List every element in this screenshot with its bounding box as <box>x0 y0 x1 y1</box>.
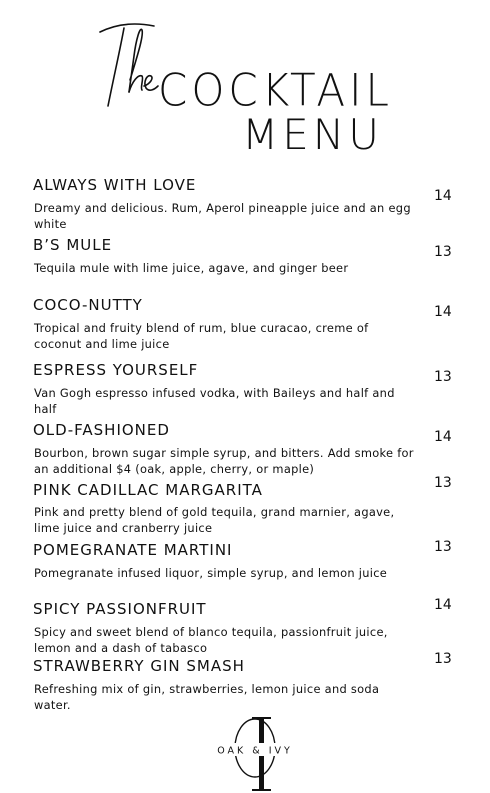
menu-item-name: STRAWBERRY GIN SMASH <box>33 657 245 675</box>
menu-item-price: 13 <box>434 651 452 667</box>
logo-text: OAK & IVY <box>217 745 293 757</box>
menu-item-name: ESPRESS YOURSELF <box>33 361 199 379</box>
oak-ivy-logo <box>200 715 310 793</box>
menu-item-name: B’S MULE <box>33 236 113 254</box>
menu-item-price: 14 <box>434 188 452 204</box>
menu-item-name: OLD-FASHIONED <box>33 421 170 439</box>
menu-item-description: Van Gogh espresso infused vodka, with Baileys and half and half <box>34 386 395 416</box>
menu-item-description: Tequila mule with lime juice, agave, and ginger beer <box>34 261 349 275</box>
menu-item-description: Pomegranate infused liquor, simple syrup, and lemon juice <box>34 566 388 580</box>
menu-item-name: SPICY PASSIONFRUIT <box>33 600 207 618</box>
menu-item-price: 13 <box>434 244 452 260</box>
menu-item-name: PINK CADILLAC MARGARITA <box>33 481 263 499</box>
logo-i-serif-bottom <box>252 789 271 791</box>
menu-item-name: COCO-NUTTY <box>33 296 143 314</box>
menu-item-price: 14 <box>434 597 452 613</box>
menu-item-description: Tropical and fruity blend of rum, blue curacao, creme of coconut and lime juice <box>34 321 369 351</box>
menu-item-name: POMEGRANATE MARTINI <box>33 541 233 559</box>
menu-item-description: Dreamy and delicious. Rum, Aperol pineapple juice and an egg white <box>34 201 411 231</box>
menu-item-description: Spicy and sweet blend of blanco tequila, passionfruit juice, lemon and a dash of tabasco <box>34 625 388 655</box>
menu-item-description: Refreshing mix of gin, strawberries, lemon juice and soda water. <box>34 682 380 712</box>
title-menu: MENU <box>242 110 383 159</box>
title-cocktail: COCKTAIL <box>158 64 393 117</box>
menu-item-price: 14 <box>434 304 452 320</box>
logo-i-serif-top <box>252 717 271 719</box>
menu-item-description: Pink and pretty blend of gold tequila, grand marnier, agave, lime juice and cranberry juice <box>34 505 395 535</box>
menu-item-price: 14 <box>434 429 452 445</box>
menu-item-price: 13 <box>434 369 452 385</box>
menu-item-price: 13 <box>434 539 452 555</box>
menu-item-name: ALWAYS WITH LOVE <box>33 176 197 194</box>
menu-item-description: Bourbon, brown sugar simple syrup, and bitters. Add smoke for an additional $4 (oak, apple, cherry, or maple) <box>34 446 414 476</box>
menu-item-price: 13 <box>434 475 452 491</box>
